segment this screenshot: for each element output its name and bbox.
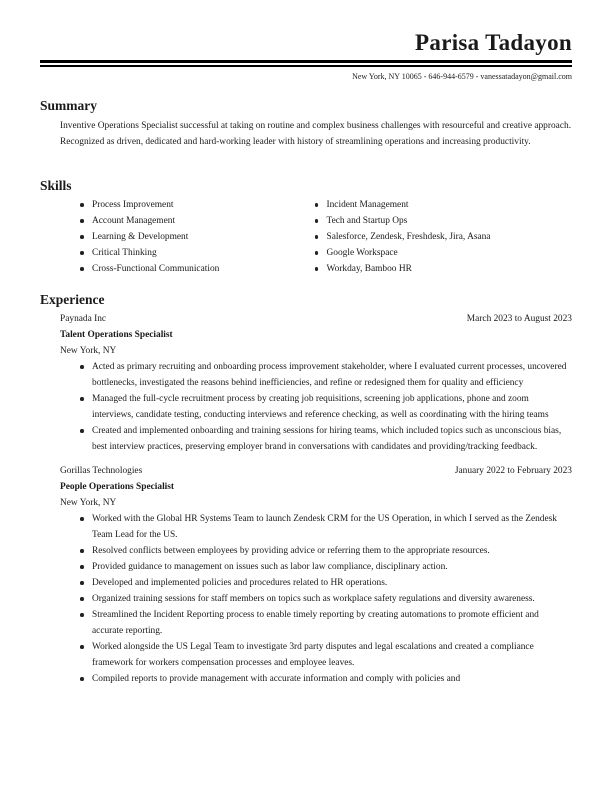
header-rule-thin [40, 65, 572, 67]
job-bullet: Acted as primary recruiting and onboarding process improvement stakeholder, where I evaluated current processes, uncovered bottlenecks, investigated the reasons behind inefficiencies, and refine or redesigned them for quality and efficiency [92, 359, 572, 391]
experience-heading: Experience [40, 292, 105, 307]
bullet-icon [80, 613, 84, 617]
bullet-icon [80, 219, 84, 223]
job-title: Talent Operations Specialist [60, 330, 173, 340]
job-location: New York, NY [60, 346, 117, 356]
bullet-icon [80, 267, 84, 271]
bullet-icon [80, 251, 84, 255]
job-bullet: Managed the full-cycle recruitment process by creating job requisitions, screening job applications, phone and zoom interviews, candidate testing, conducting interviews and reference checking, as well as coordinating with the hiring teams [92, 391, 572, 423]
bullet-icon [80, 645, 84, 649]
bullet-icon [315, 251, 319, 255]
job-location: New York, NY [60, 498, 117, 508]
bullet-icon [80, 397, 84, 401]
job-dates: March 2023 to August 2023 [466, 314, 572, 324]
job-company: Paynada Inc [60, 314, 107, 324]
bullet-icon [80, 203, 84, 207]
bullet-icon [315, 219, 319, 223]
summary-heading: Summary [40, 98, 97, 113]
bullet-icon [80, 517, 84, 521]
job-entry [60, 463, 572, 687]
bullet-icon [80, 549, 84, 553]
skill-item: Learning & Development [92, 229, 327, 245]
job-title: People Operations Specialist [60, 482, 175, 492]
skills-list-right [327, 197, 573, 277]
skill-item: Workday, Bamboo HR [327, 261, 573, 277]
skill-item: Cross-Functional Communication [92, 261, 327, 277]
header-rule-thick [40, 60, 572, 63]
job-bullet: Worked alongside the US Legal Team to investigate 3rd party disputes and legal escalations and created a compliance framework for workers compensation processes and employee leaves. [92, 639, 572, 671]
job-dates: January 2022 to February 2023 [454, 466, 572, 476]
job-entry [60, 311, 572, 455]
skill-item: Critical Thinking [92, 245, 327, 261]
summary-section [40, 97, 572, 150]
bullet-icon [80, 677, 84, 681]
bullet-icon [80, 365, 84, 369]
job-bullet: Compiled reports to provide management with accurate information and comply with policies and [92, 671, 572, 687]
job-bullets [60, 359, 572, 455]
experience-section [40, 291, 572, 687]
bullet-icon [80, 581, 84, 585]
job-bullet: Provided guidance to management on issues such as labor law compliance, disciplinary action. [92, 559, 572, 575]
summary-text: Inventive Operations Specialist successful at taking on routine and complex business challenges with resourceful and creative approach. Recognized as driven, dedicated and hard-working leader with history of streamlining operations and increasing productivity. [60, 121, 572, 147]
bullet-icon [80, 597, 84, 601]
job-bullet: Resolved conflicts between employees by providing advice or referring them to the appropriate resources. [92, 543, 572, 559]
job-bullet: Streamlined the Incident Reporting process to enable timely reporting by creating automations to promote efficient and accurate reporting. [92, 607, 572, 639]
contact-info: New York, NY 10065 - 646-944-6579 - vanessatadayon@gmail.com [352, 72, 572, 81]
skill-item: Account Management [92, 213, 327, 229]
skill-item: Incident Management [327, 197, 573, 213]
candidate-name: Parisa Tadayon [415, 30, 572, 55]
skills-heading: Skills [40, 178, 72, 193]
bullet-icon [80, 235, 84, 239]
bullet-icon [80, 429, 84, 433]
skill-item: Process Improvement [92, 197, 327, 213]
skill-item: Salesforce, Zendesk, Freshdesk, Jira, Asana [327, 229, 573, 245]
bullet-icon [80, 565, 84, 569]
job-bullet: Organized training sessions for staff members on topics such as workplace safety regulations and diversity awareness. [92, 591, 572, 607]
job-bullet: Created and implemented onboarding and training sessions for hiring teams, which included topics such as unconscious bias, best interview practices, preserving employer brand in conversations with candidates and providing/tracking feedback. [92, 423, 572, 455]
bullet-icon [315, 235, 319, 239]
job-bullets [60, 511, 572, 687]
skills-section [40, 177, 572, 277]
job-bullet: Developed and implemented policies and procedures related to HR operations. [92, 575, 572, 591]
bullet-icon [315, 267, 319, 271]
skill-item: Tech and Startup Ops [327, 213, 573, 229]
skill-item: Google Workspace [327, 245, 573, 261]
job-bullet: Worked with the Global HR Systems Team to launch Zendesk CRM for the US Operation, in which I served as the Zendesk Team Lead for the US. [92, 511, 572, 543]
job-company: Gorillas Technologies [60, 466, 143, 476]
bullet-icon [315, 203, 319, 207]
skills-list-left [40, 197, 327, 277]
